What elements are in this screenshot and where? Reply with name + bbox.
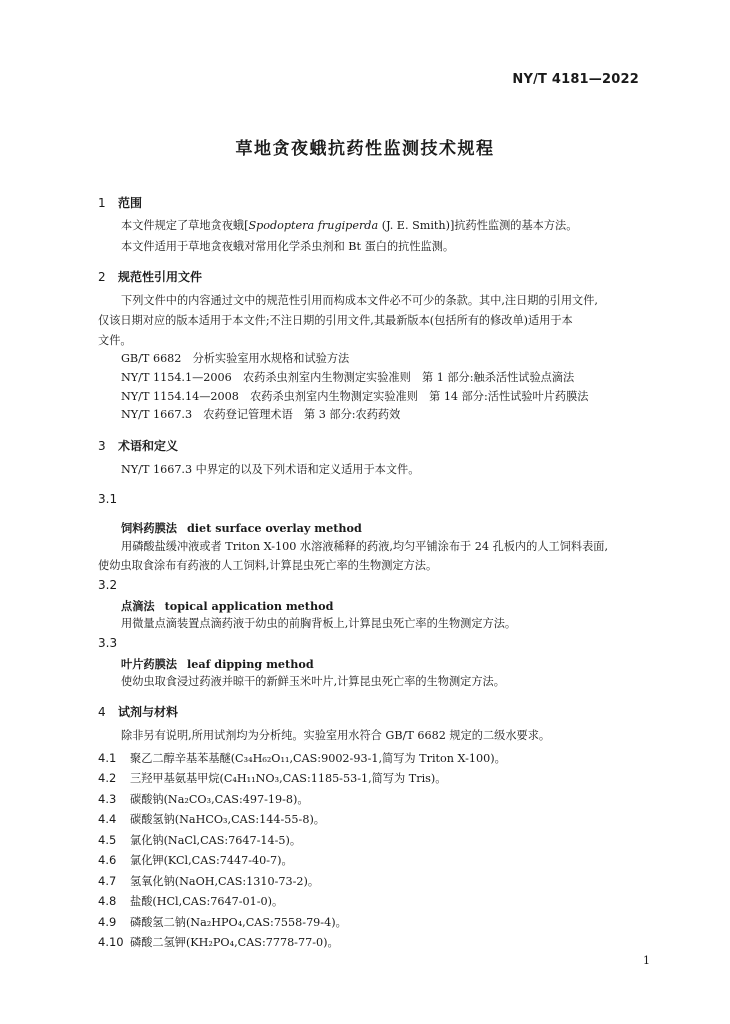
reagent-number: 4.4 bbox=[98, 812, 117, 826]
term-definition: 使幼虫取食浸过药液并晾干的新鲜玉米叶片,计算昆虫死亡率的生物测定方法。 bbox=[121, 675, 505, 688]
section-number: 3 bbox=[98, 439, 106, 453]
reagents-intro: 除非另有说明,所用试剂均为分析纯。实验室用水符合 GB/T 6682 规定的二级水要求。 bbox=[121, 729, 551, 742]
section-1-heading bbox=[98, 194, 142, 211]
reagent-text: 聚乙二醇辛基苯基醚(C₃₄H₆₂O₁₁,CAS:9002-93-1,简写为 Triton X-100)。 bbox=[130, 752, 506, 765]
reagent-number: 4.5 bbox=[98, 833, 117, 847]
reference-item: NY/T 1154.14—2008 农药杀虫剂室内生物测定实验准则 第 14 部分:活性试验叶片药膜法 bbox=[121, 390, 589, 403]
reagent-number: 4.3 bbox=[98, 792, 117, 806]
reagent-text: 氯化钠(NaCl,CAS:7647-14-5)。 bbox=[130, 834, 302, 847]
reagent-text: 磷酸氢二钠(Na₂HPO₄,CAS:7558-79-4)。 bbox=[130, 916, 347, 929]
term-en: topical application method bbox=[164, 599, 334, 613]
term-number: 3.1 bbox=[98, 492, 118, 506]
reference-item: NY/T 1667.3 农药登记管理术语 第 3 部分:农药药效 bbox=[121, 408, 401, 421]
section-number: 1 bbox=[98, 196, 106, 210]
scope-paragraph-2: 本文件适用于草地贪夜蛾对常用化学杀虫剂和 Bt 蛋白的抗性监测。 bbox=[121, 240, 455, 253]
reagent-item bbox=[98, 770, 446, 786]
refs-intro-line-3: 文件。 bbox=[98, 334, 132, 347]
term-name bbox=[121, 520, 362, 536]
term-name bbox=[121, 598, 333, 614]
reagent-number: 4.2 bbox=[98, 771, 117, 785]
reference-item: GB/T 6682 分析实验室用水规格和试验方法 bbox=[121, 352, 350, 365]
reference-item: NY/T 1154.1—2006 农药杀虫剂室内生物测定实验准则 第 1 部分:触杀活性试验点滴法 bbox=[121, 371, 575, 384]
reagent-number: 4.8 bbox=[98, 894, 117, 908]
scope-paragraph-1 bbox=[121, 219, 577, 233]
section-4-heading bbox=[98, 703, 178, 720]
term-zh: 叶片药膜法 bbox=[121, 658, 177, 671]
section-3-heading bbox=[98, 437, 178, 454]
reagent-number: 4.7 bbox=[98, 874, 117, 888]
reagent-number: 4.10 bbox=[98, 935, 124, 949]
term-name bbox=[121, 656, 314, 672]
reagent-number: 4.9 bbox=[98, 915, 117, 929]
standard-code: NY/T 4181—2022 bbox=[512, 72, 639, 87]
reagent-text: 三羟甲基氨基甲烷(C₄H₁₁NO₃,CAS:1185-53-1,简写为 Tris)。 bbox=[130, 772, 447, 785]
reagent-number: 4.1 bbox=[98, 751, 117, 765]
reagent-item bbox=[98, 934, 339, 950]
term-zh: 点滴法 bbox=[121, 600, 155, 613]
term-definition: 使幼虫取食涂布有药液的人工饲料,计算昆虫死亡率的生物测定方法。 bbox=[98, 559, 438, 572]
section-title: 术语和定义 bbox=[118, 439, 179, 453]
reagent-item bbox=[98, 750, 506, 766]
reagent-item bbox=[98, 791, 309, 807]
reagent-number: 4.6 bbox=[98, 853, 117, 867]
term-zh: 饲料药膜法 bbox=[121, 522, 177, 535]
reagent-item bbox=[98, 893, 283, 909]
reagent-item bbox=[98, 852, 293, 868]
reagent-item bbox=[98, 832, 301, 848]
term-en: leaf dipping method bbox=[186, 657, 314, 671]
reagent-item bbox=[98, 873, 319, 889]
scope-text: 本文件规定了草地贪夜蛾[ bbox=[121, 219, 249, 232]
section-number: 4 bbox=[98, 705, 106, 719]
reagent-text: 碳酸氢钠(NaHCO₃,CAS:144-55-8)。 bbox=[130, 813, 325, 826]
reagent-text: 氢氧化钠(NaOH,CAS:1310-73-2)。 bbox=[130, 875, 320, 888]
page-number: 1 bbox=[643, 954, 650, 967]
term-number: 3.2 bbox=[98, 578, 118, 592]
reagent-text: 盐酸(HCl,CAS:7647-01-0)。 bbox=[130, 895, 284, 908]
section-title: 规范性引用文件 bbox=[118, 270, 203, 284]
refs-intro-line-1: 下列文件中的内容通过文中的规范性引用而构成本文件必不可少的条款。其中,注日期的引用文件, bbox=[121, 294, 598, 307]
section-title: 范围 bbox=[118, 196, 143, 210]
term-number: 3.3 bbox=[98, 636, 118, 650]
section-number: 2 bbox=[98, 270, 106, 284]
term-definition: 用磷酸盐缓冲液或者 Triton X-100 水溶液稀释的药液,均匀平铺涂布于 24 孔板内的人工饲料表面, bbox=[121, 540, 609, 553]
reagent-item bbox=[98, 811, 325, 827]
reagent-text: 氯化钾(KCl,CAS:7447-40-7)。 bbox=[130, 854, 293, 867]
refs-intro-line-2: 仅该日期对应的版本适用于本文件;不注日期的引用文件,其最新版本(包括所有的修改单)适用于本 bbox=[98, 314, 573, 327]
section-title: 试剂与材料 bbox=[118, 705, 179, 719]
reagent-text: 碳酸钠(Na₂CO₃,CAS:497-19-8)。 bbox=[130, 793, 309, 806]
species-latin-name: Spodoptera frugiperda bbox=[248, 219, 379, 232]
reagent-item bbox=[98, 914, 347, 930]
term-en: diet surface overlay method bbox=[186, 521, 362, 535]
section-2-heading bbox=[98, 268, 202, 285]
term-definition: 用微量点滴装置点滴药液于幼虫的前胸背板上,计算昆虫死亡率的生物测定方法。 bbox=[121, 617, 517, 630]
reagent-text: 磷酸二氢钾(KH₂PO₄,CAS:7778-77-0)。 bbox=[130, 936, 339, 949]
terms-intro: NY/T 1667.3 中界定的以及下列术语和定义适用于本文件。 bbox=[121, 463, 420, 476]
scope-text: (J. E. Smith)]抗药性监测的基本方法。 bbox=[378, 219, 578, 232]
document-title: 草地贪夜蛾抗药性监测技术规程 bbox=[235, 139, 495, 159]
